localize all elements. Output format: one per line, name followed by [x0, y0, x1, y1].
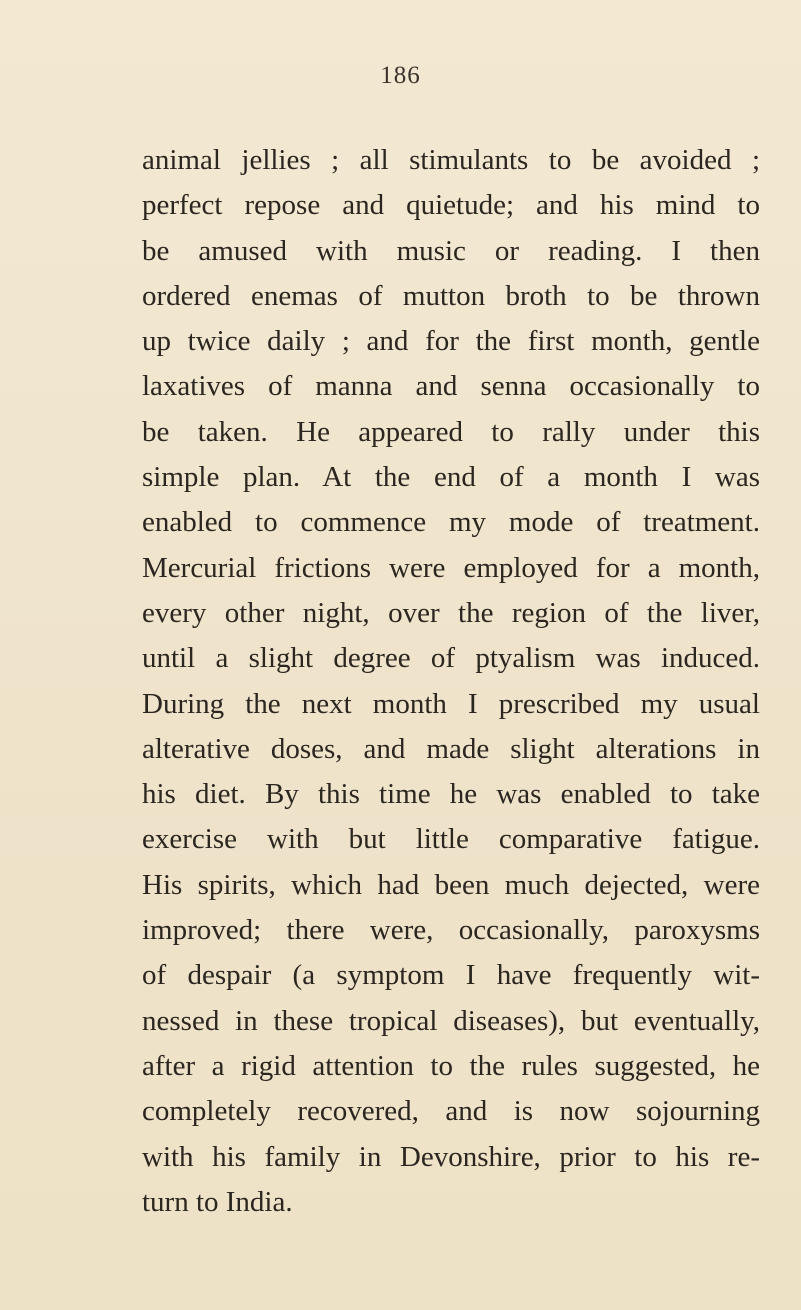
- text-line: enabled to commence my mode of treatment.: [142, 506, 760, 539]
- text-line: Mercurial frictions were employed for a month,: [142, 551, 760, 584]
- text-line: simple plan. At the end of a month I was: [142, 461, 760, 494]
- text-line: with his family in Devonshire, prior to his re-: [142, 1140, 760, 1173]
- text-line: completely recovered, and is now sojourning: [142, 1095, 760, 1128]
- text-line: laxatives of manna and senna occasionally to: [142, 370, 760, 403]
- text-line: be taken. He appeared to rally under this: [142, 415, 760, 448]
- text-line: up twice daily ; and for the first month, gentle: [142, 325, 760, 358]
- text-line: ordered enemas of mutton broth to be thrown: [142, 279, 760, 312]
- text-line: after a rigid attention to the rules suggested, he: [142, 1049, 760, 1082]
- text-line: perfect repose and quietude; and his mind to: [142, 189, 760, 222]
- text-line: his diet. By this time he was enabled to take: [142, 778, 760, 811]
- text-line: until a slight degree of ptyalism was induced.: [142, 642, 760, 675]
- text-line: During the next month I prescribed my usual: [142, 687, 760, 720]
- text-line: every other night, over the region of the liver,: [142, 596, 760, 629]
- text-line: alterative doses, and made slight alterations in: [142, 732, 760, 765]
- page-number: 186: [380, 62, 421, 89]
- body-text: [142, 138, 760, 1225]
- text-line: be amused with music or reading. I then: [142, 234, 760, 267]
- text-line: nessed in these tropical diseases), but eventually,: [142, 1004, 760, 1037]
- text-line: improved; there were, occasionally, paroxysms: [142, 914, 760, 947]
- text-line: of despair (a symptom I have frequently wit-: [142, 959, 760, 992]
- text-line: His spirits, which had been much dejected, were: [142, 868, 760, 901]
- text-line: turn to India.: [142, 1185, 293, 1218]
- text-line: exercise with but little comparative fatigue.: [142, 823, 760, 856]
- text-line: animal jellies ; all stimulants to be avoided ;: [142, 144, 760, 176]
